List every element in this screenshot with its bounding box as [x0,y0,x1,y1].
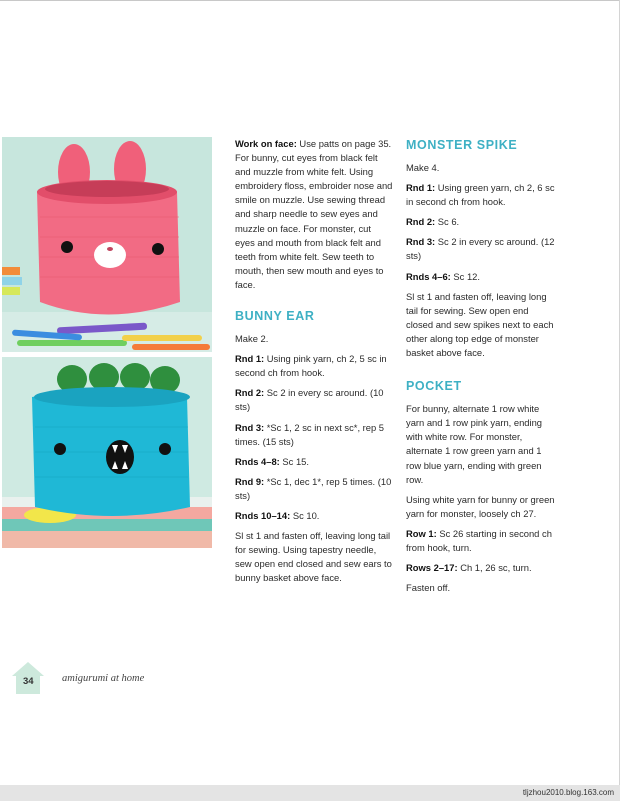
watermark: tljzhou2010.blog.163.com [522,788,614,797]
monster-spike-finish: Sl st 1 and fasten off, leaving long tail for sewing. Sew open end closed and sew spikes next to each other along top edge of monster basket above face. [406,290,554,359]
bunny-basket-photo [2,137,212,352]
monster-spike-step: Rnds 4–6: Sc 12. [406,270,480,282]
page-number: 34 [23,676,34,687]
monster-spike-step: Rnd 3: Sc 2 in every sc around. (12 sts) [406,236,555,262]
book-title: amigurumi at home [62,673,145,684]
bunny-ear-finish: Sl st 1 and fasten off, leaving long tail for sewing. Using tapestry needle, sew open end closed and sew ears to bunny basket above face. [235,530,392,584]
monster-spike-step: Rnd 2: Sc 6. [406,216,460,228]
bunny-ear-step: Rnd 2: Sc 2 in every sc around. (10 sts) [235,387,384,413]
monster-basket-photo [2,357,212,548]
top-rule [0,0,620,1]
pocket-heading: POCKET [406,379,462,394]
bunny-ear-step: Rnds 4–8: Sc 15. [235,455,309,467]
bunny-ear-step: Rnd 3: *Sc 1, 2 sc in next sc*, rep 5 times. (15 sts) [235,421,385,447]
face-instructions: Work on face: Use patts on page 35. For bunny, cut eyes from black felt and muzzle from white felt. Using embroidery floss, embroider nose and smile on muzzle. Use sewing thread and sharp needle to sew eyes and muzzle on face. For monster, cut eyes and mouth from black felt and teeth from white felt. Sew teeth to mouth, then sew mouth and eyes to face. [235,138,393,290]
pocket-chain: Using white yarn for bunny or green yarn for monster, loosely ch 27. [406,493,555,519]
pocket-intro: For bunny, alternate 1 row white yarn and 1 row pink yarn, ending with white row. For monster, alternate 1 row green yarn and 1 row blue yarn, ending with green row. [406,403,543,485]
monster-spike-heading: MONSTER SPIKE [406,138,518,152]
monster-spike-make: Make 4. [406,162,440,173]
monster-spike-step: Rnd 1: Using green yarn, ch 2, 6 sc in second ch from hook. [406,182,555,208]
right-column [406,137,556,601]
bunny-ear-step: Rnd 1: Using pink yarn, ch 2, 5 sc in second ch from hook. [235,353,387,379]
pocket-step: Row 1: Sc 26 starting in second ch from hook, turn. [406,527,552,553]
bunny-ear-step: Rnd 9: *Sc 1, dec 1*, rep 5 times. (10 sts) [235,475,392,501]
pocket-step: Rows 2–17: Ch 1, 26 sc, turn. [406,562,532,574]
bunny-ear-make: Make 2. [235,333,269,345]
bunny-ear-heading: BUNNY EAR [235,309,315,324]
pocket-finish: Fasten off. [406,582,451,594]
middle-column [235,137,393,591]
bunny-ear-step: Rnds 10–14: Sc 10. [235,509,320,521]
